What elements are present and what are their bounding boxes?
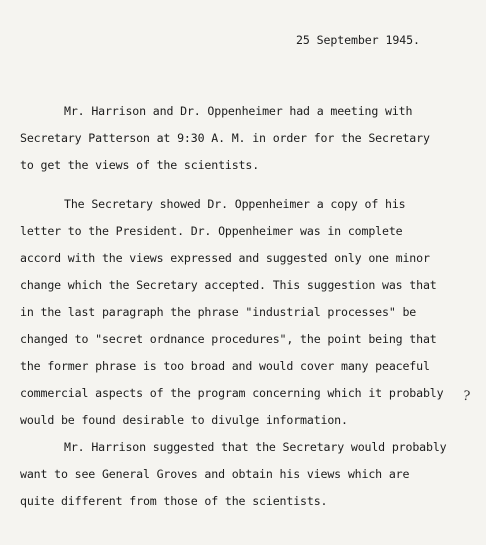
text-line: Mr. Harrison and Dr. Oppenheimer had a meeting with xyxy=(64,104,413,118)
text-line: to get the views of the scientists. xyxy=(20,158,260,172)
text-line: quite different from those of the scientists. xyxy=(20,494,328,508)
paragraph-1 xyxy=(20,98,482,179)
text-line: changed to "secret ordnance procedures", the point being that xyxy=(20,332,437,346)
text-line: the former phrase is too broad and would cover many peaceful xyxy=(20,359,430,373)
handwritten-margin-mark: ? xyxy=(461,388,471,405)
text-line: want to see General Groves and obtain his views which are xyxy=(20,467,410,481)
text-line: would be found desirable to divulge information. xyxy=(20,413,348,427)
text-line: commercial aspects of the program concerning which it probably xyxy=(20,386,444,400)
paragraph-2 xyxy=(20,191,482,434)
document-date: 25 September 1945. xyxy=(296,33,420,47)
text-line: Mr. Harrison suggested that the Secretary would probably xyxy=(64,440,447,454)
document-body xyxy=(20,98,482,515)
text-line: letter to the President. Dr. Oppenheimer was in complete xyxy=(20,224,403,238)
text-line: in the last paragraph the phrase "industrial processes" be xyxy=(20,305,417,319)
paragraph-3 xyxy=(20,434,482,515)
text-line: accord with the views expressed and suggested only one minor xyxy=(20,251,430,265)
text-line: change which the Secretary accepted. This suggestion was that xyxy=(20,278,437,292)
text-line: The Secretary showed Dr. Oppenheimer a copy of his xyxy=(64,197,406,211)
text-line: Secretary Patterson at 9:30 A. M. in order for the Secretary xyxy=(20,131,430,145)
